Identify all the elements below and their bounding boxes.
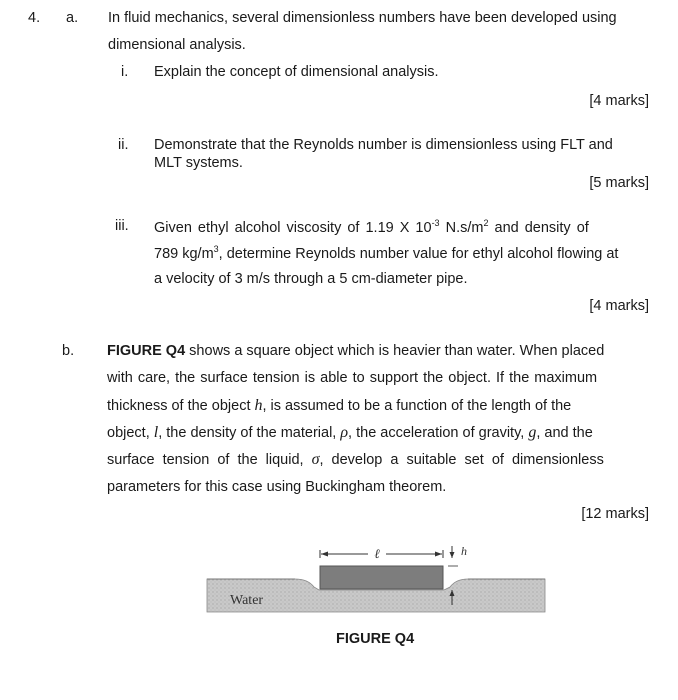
item-ii-marks: [5 marks] [589, 175, 649, 191]
item-ii-text-line1: Demonstrate that the Reynolds number is dimensionless using FLT and [154, 137, 613, 153]
length-symbol: ℓ [374, 546, 380, 561]
figure-q4-diagram [200, 535, 550, 620]
part-a-intro-line1: In fluid mechanics, several dimensionless numbers have been developed using [108, 10, 617, 26]
item-ii-label: ii. [118, 137, 129, 153]
item-iii-line1: Given ethyl alcohol viscosity of 1.19 X $10^{-3}$ $N.s/m^2$ and density of [154, 218, 589, 236]
square-object [320, 566, 443, 589]
item-iii-line2: 789 $kg/m^3$, determine Reynolds number value for ethyl alcohol flowing at [154, 244, 619, 262]
item-i-label: i. [121, 64, 129, 80]
part-b-marks: [12 marks] [581, 506, 649, 522]
item-ii-text-line2: MLT systems. [154, 155, 243, 171]
part-a-label: a. [66, 10, 79, 26]
part-b-line3: thickness of the object h, is assumed to be a function of the length of the [107, 397, 572, 414]
item-iii-line3: a velocity of 3 m/s through a 5 cm-diameter pipe. [154, 271, 468, 287]
part-b-label: b. [62, 343, 75, 359]
water-label: Water [230, 593, 264, 608]
part-b-line6: parameters for this case using Buckingham theorem. [107, 479, 447, 495]
item-i-text: Explain the concept of dimensional analysis. [154, 64, 439, 80]
part-b-line5: surface tension of the liquid, σ, develop a suitable set of dimensionless [107, 451, 604, 468]
item-iii-marks: [4 marks] [589, 298, 649, 314]
part-b-line4: object, l, the density of the material, ρ, the acceleration of gravity, g, and the [107, 424, 593, 441]
question-number: 4. [28, 10, 41, 26]
part-b-line2: with care, the surface tension is able to support the object. If the maximum [107, 370, 598, 386]
item-i-marks: [4 marks] [589, 93, 649, 109]
figure-caption: FIGURE Q4 [336, 631, 415, 647]
part-b-line1: FIGURE Q4 shows a square object which is heavier than water. When placed [107, 343, 605, 359]
item-iii-label: iii. [115, 218, 129, 234]
height-symbol: h [461, 544, 467, 558]
part-a-intro-line2: dimensional analysis. [108, 37, 246, 53]
